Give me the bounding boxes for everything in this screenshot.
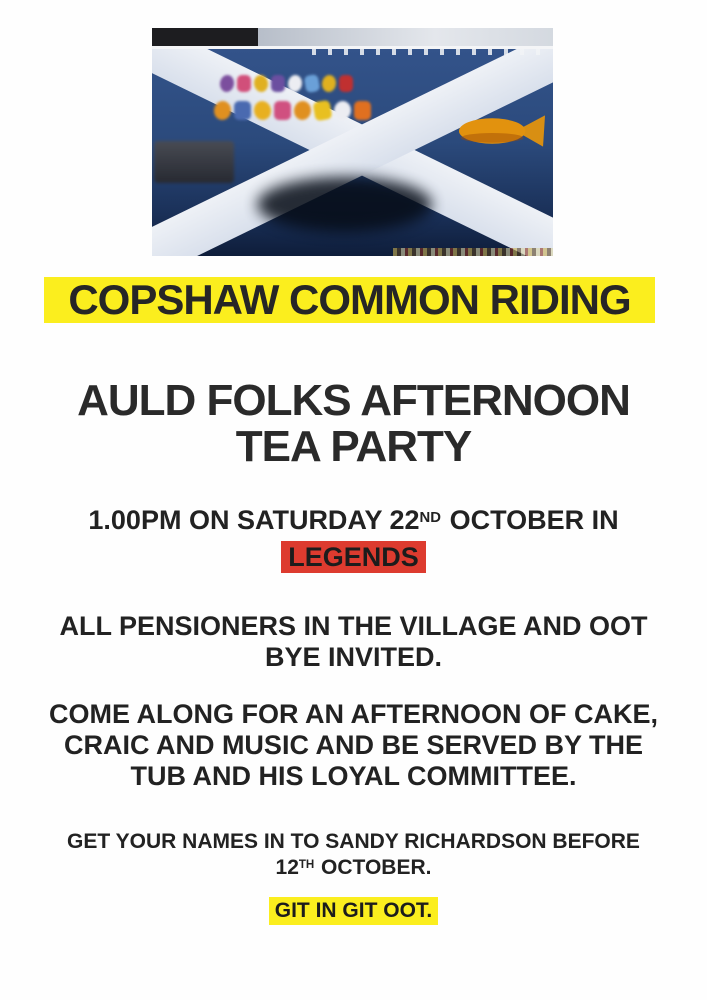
datetime-text: 1.00PM ON SATURDAY 22 (88, 505, 420, 535)
toy-letter (252, 100, 272, 122)
toy-letter (339, 75, 353, 92)
photo-dark-bar (152, 28, 258, 46)
rsvp-text: 12 (275, 856, 299, 879)
ordinal-suffix: TH (298, 859, 315, 872)
toy-letter (333, 100, 352, 121)
photo-noise (393, 248, 553, 256)
toy-letter (312, 100, 332, 122)
ordinal-suffix: ND (419, 509, 441, 526)
description-line: CRAIC AND MUSIC AND BE SERVED BY THE (63, 730, 644, 760)
footer-line (0, 897, 707, 925)
datetime-text: OCTOBER IN (449, 505, 619, 535)
event-photo (152, 28, 553, 256)
invite-line: BYE INVITED. (264, 642, 443, 672)
description-line: TUB AND HIS LOYAL COMMITTEE. (130, 761, 577, 791)
toy-letter (354, 101, 371, 120)
toy-letter (234, 101, 251, 120)
saltire-flag (152, 49, 553, 256)
footer-banner: GIT IN GIT OOT. (269, 897, 439, 925)
photo-sky-strip (258, 28, 553, 46)
rsvp-paragraph (0, 829, 707, 884)
toy-letter (213, 100, 232, 121)
invite-line: ALL PENSIONERS IN THE VILLAGE AND OOT (59, 611, 648, 641)
venue-badge: LEGENDS (281, 541, 426, 573)
rsvp-line: GET YOUR NAMES IN TO SANDY RICHARDSON BEFORE (67, 830, 640, 853)
toy-letter (304, 74, 321, 93)
invite-paragraph (0, 611, 707, 673)
toy-letter (219, 74, 235, 93)
description-line: COME ALONG FOR AN AFTERNOON OF CAKE, (49, 699, 658, 729)
toy-letter (274, 101, 291, 120)
headline-banner: COPSHAW COMMON RIDING (44, 277, 655, 323)
flag-peg-tips (312, 49, 547, 55)
event-title (0, 378, 707, 470)
toy-letter (293, 100, 312, 121)
toy-letter (271, 75, 285, 92)
photo-white-line (152, 46, 553, 49)
rsvp-text: OCTOBER. (321, 856, 432, 879)
event-title-line: TEA PARTY (235, 422, 472, 471)
shadow-patch (257, 177, 432, 232)
event-title-line: AULD FOLKS AFTERNOON (77, 376, 630, 425)
toy-letters-row (220, 75, 353, 92)
datetime-line (0, 505, 707, 536)
fish-shadow (461, 133, 524, 143)
venue-line (0, 541, 707, 573)
fish-icon (457, 111, 545, 151)
rsvp-line (0, 855, 707, 884)
toy-letters-row (214, 101, 371, 120)
description-paragraph (0, 699, 707, 792)
toy-letter (287, 74, 303, 93)
toy-letter (237, 75, 251, 92)
dark-patch (154, 141, 234, 183)
toy-letter (321, 74, 337, 93)
toy-letter (253, 74, 270, 93)
